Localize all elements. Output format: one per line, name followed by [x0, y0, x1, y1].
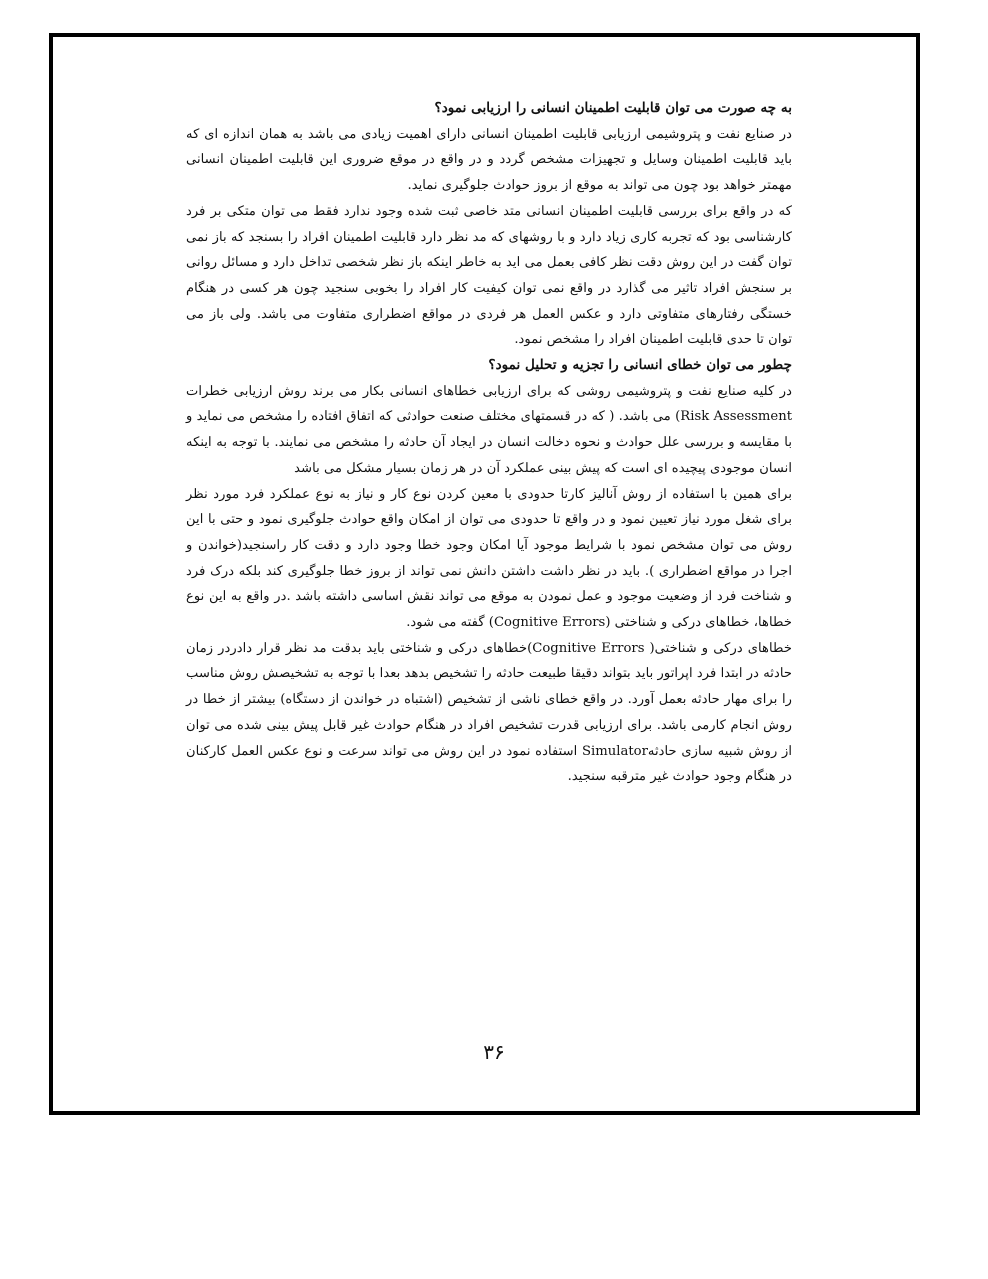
paragraph-2: که در واقع برای بررسی قابلیت اطمینان انسانی متد خاصی ثبت شده وجود ندارد فقط می توان متکی بر فرد کارشناسی بود که تجربه کاری زیاد دارد و با روشهای که مد نظر دارد قابلیت اطمینان افراد را بسنجد که باز نمی توان گفت در این روش دقت نظر کافی بعمل می اید به خاطر اینکه باز نظر شخصی تداخل دارد و مسائل روانی بر سنجش افراد تاثیر می گذارد در واقع نمی توان کیفیت کار افراد را بخوبی سنجید چون هر کسی در هنگام خستگی رفتارهای متفاوتی دارد و عکس العمل هر فردی در مواقع اضطراری متفاوت می باشد. ولی باز می توان تا حدی قابلیت اطمینان افراد را مشخص نمود. — [186, 203, 792, 348]
section-heading-reliability-assessment: به چه صورت می توان قابلیت اطمینان انسانی را ارزیابی نمود؟ — [434, 100, 792, 116]
paragraph-5: خطاهای درکی و شناختی( Cognitive Errors)خطاهای درکی و شناختی باید بدقت مد نظر قرار دادردر زمان حادثه در ابتدا فرد اپراتور باید بتواند دقیقا طبیعت حادثه را تشخیص بدهد بعدا با توجه به تشخیصش روش مناسب را برای مهار حادثه بعمل آورد. در واقع خطای ناشی از تشخیص (اشتباه در خواندن از دستگاه) بیشتر از خطا در روش انجام کارمی باشد. برای ارزیابی قدرت تشخیص افراد در هنگام حوادث غیر قابل پیش بینی شده می توان از روش شبیه سازی حادثهSimulator استفاده نمود در این روش می تواند سرعت و نوع عکس العمل کارکنان در هنگام وجود حوادث غیر مترقبه سنجید. — [186, 640, 792, 785]
section-heading-human-error-analysis: چطور می توان خطای انسانی را تجزیه و تحلیل نمود؟ — [488, 357, 792, 374]
page-content — [186, 96, 792, 790]
paragraph-1: در صنایع نفت و پتروشیمی ارزیابی قابلیت اطمینان انسانی دارای اهمیت زیادی می باشد به همان اندازه ای که باید قابلیت اطمینان وسایل و تجهیزات مشخص گردد و در واقع در موقع ضروری این قابلیت اطمینان انسانی مهمتر خواهد بود چون می تواند به موقع از بروز حوادث جلوگیری نماید. — [186, 126, 792, 194]
paragraph-3: در کلیه صنایع نفت و پتروشیمی روشی که برای ارزیابی خطاهای انسانی بکار می برند روش ارزیابی خطرات Risk Assessment) می باشد. ( که در قسمتهای مختلف صنعت حوادثی که اتفاق افتاده را مشخص می نماید و با مقایسه و بررسی علل حوادث و نحوه دخالت انسان در ایجاد آن حادثه را مشخص می نمایند. با توجه به اینکه انسان موجودی پیچیده ای است که پیش بینی عملکرد آن در هر زمان بسیار مشکل می باشد — [186, 383, 792, 476]
page-number: ۳۶ — [483, 1040, 505, 1064]
paragraph-4: برای همین با استفاده از روش آنالیز کارتا حدودی با معین کردن نوع کار و نیاز به نوع عملکرد فرد مورد نظر برای شغل مورد نیاز تعیین نمود و در واقع تا حدودی می توان از امکان واقع حوادث جلوگیری نمود و حتی با این روش می توان مشخص نمود با شرایط موجود آیا امکان وجود خطا وجود دارد و دقت کار راسنجید(خواندن و اجرا در مواقع اضطراری ). باید در نظر داشت داشتن دانش نمی تواند از بروز خطا جلوگیری کند بلکه درک فرد و شناخت فرد از وضعیت موجود و عمل نمودن به موقع می تواند نقش اساسی داشته باشد .در واقع به این نوع خطاها، خطاهای درکی و شناختی (Cognitive Errors) گفته می شود. — [186, 486, 792, 631]
